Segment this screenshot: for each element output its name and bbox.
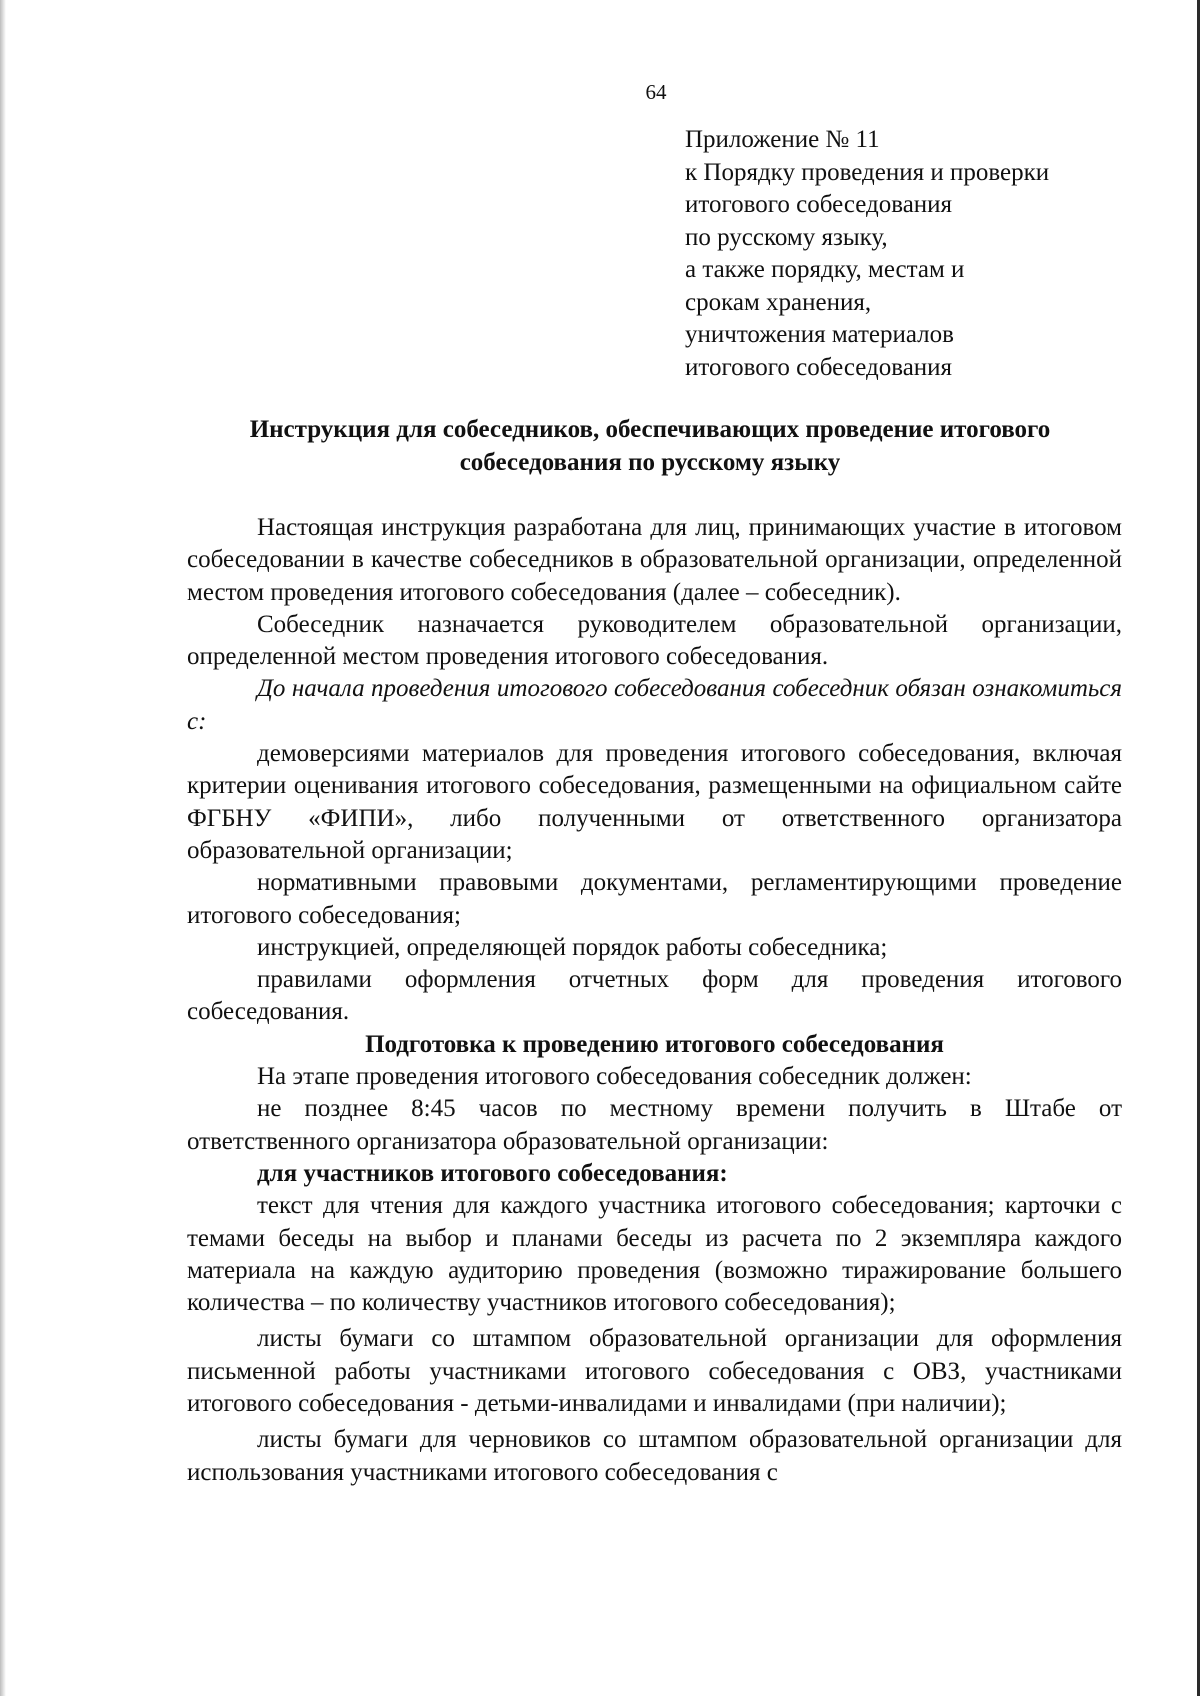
scan-edge-shadow (0, 0, 6, 1696)
appendix-line: Приложение № 11 (685, 126, 880, 153)
appendix-reference (685, 124, 1049, 384)
list-item-draft-sheets: листы бумаги для черновиков со штампом образовательной организации для использования участниками итогового собеседования с (187, 1426, 1122, 1486)
list-item-report-rules: правилами оформления отчетных форм для проведения итогового собеседования. (187, 966, 1122, 1026)
list-item-demo-materials: демоверсиями материалов для проведения итогового собеседования, включая критерии оценивания итогового собеседования, размещенными на официальном сайте ФГБНУ «ФИПИ», либо полученными от ответственного организатора образовательной организации; (187, 740, 1122, 864)
appendix-line: к Порядку проведения и проверки (685, 158, 1050, 186)
subheading-participants: для участников итогового собеседования: (257, 1159, 728, 1187)
paragraph-deadline: не позднее 8:45 часов по местному времени получить в Штабе от ответственного организатора образовательной организации: (187, 1095, 1122, 1155)
page-number: 64 (645, 80, 667, 104)
paragraph-appointment: Собеседник назначается руководителем образовательной организации, определенной местом проведения итогового собеседования. (187, 610, 1122, 671)
document-title: Инструкция для собеседников, обеспечивающих проведение итогового собеседования по русскому языку (249, 416, 1051, 476)
appendix-line: итогового собеседования (685, 191, 953, 218)
section-heading: Подготовка к проведению итогового собеседования (365, 1030, 944, 1058)
paragraph-stage: На этапе проведения итогового собеседования собеседник должен: (257, 1063, 972, 1091)
document-body (187, 512, 1122, 1489)
paragraph-intro: Настоящая инструкция разработана для лиц, принимающих участие в итоговом собеседовании в качестве собеседников в образовательной организации, определенной местом проведения итогового собеседования (далее – собеседник). (187, 514, 1122, 606)
appendix-line: а также порядку, местам и (685, 256, 965, 283)
appendix-line: по русскому языку, (685, 223, 888, 251)
list-item-instruction: инструкцией, определяющей порядок работы собеседника; (257, 933, 888, 961)
list-item-regulations: нормативными правовыми документами, регламентирующими проведение итогового собеседования; (187, 869, 1122, 929)
list-item-reading-text: текст для чтения для каждого участника итогового собеседования; карточки с темами беседы на выбор и планами беседы из расчета по 2 экземпляра каждого материала на каждую аудиторию проведения (возможно тиражирование большего количества – по количеству участников итогового собеседования); (187, 1192, 1122, 1317)
appendix-line: уничтожения материалов (685, 321, 954, 348)
list-item-paper-sheets: листы бумаги со штампом образовательной организации для оформления письменной работы участниками итогового собеседования с ОВЗ, участниками итогового собеседования - детьми-инвалидами и инвалидами (при наличии); (187, 1325, 1122, 1418)
appendix-line: срокам хранения, (685, 288, 872, 316)
appendix-line: итогового собеседования (685, 353, 953, 381)
paragraph-obligation: До начала проведения итогового собеседования собеседник обязан ознакомиться с: (187, 675, 1122, 735)
